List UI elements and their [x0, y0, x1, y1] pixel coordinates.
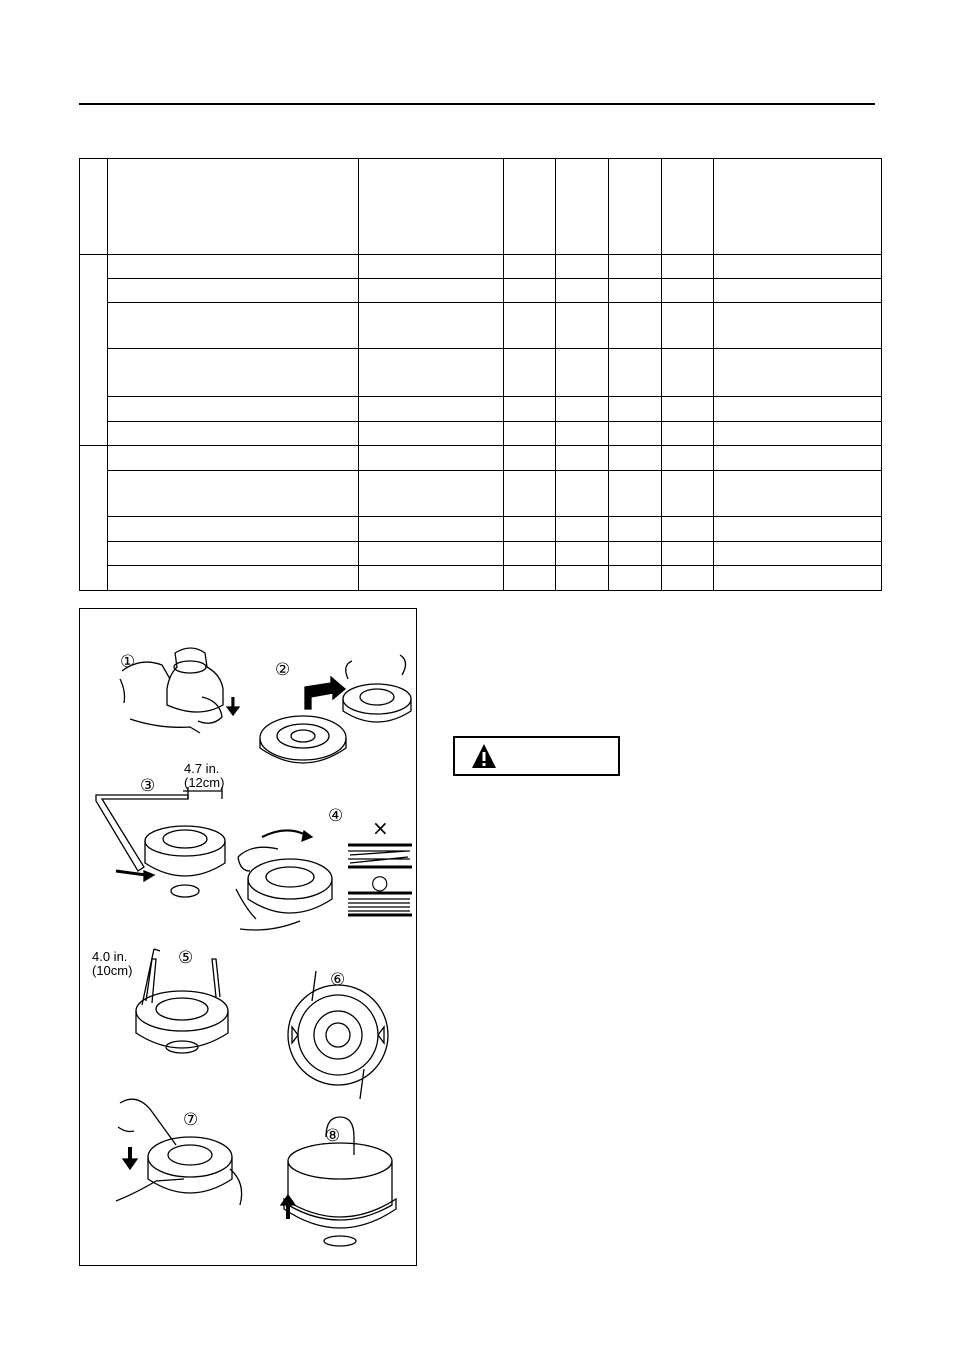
procedure-illustration	[80, 609, 418, 1267]
table-row	[80, 255, 882, 279]
table-cell	[80, 159, 108, 255]
wrong-mark-icon: ×	[372, 816, 389, 840]
step3-length-in: 4.7 in.	[184, 761, 220, 776]
step5-length-cm: (10cm)	[92, 963, 133, 978]
table-row	[80, 279, 882, 303]
header-rule	[79, 103, 875, 105]
table-cell	[504, 159, 556, 255]
warning-header	[453, 736, 620, 776]
group-cell	[80, 255, 108, 446]
line-replacement-figure	[79, 608, 417, 1266]
table-header-row	[80, 159, 882, 255]
table-row	[80, 422, 882, 446]
table-cell	[662, 159, 714, 255]
table-row	[80, 349, 882, 397]
step-2-number: ②	[275, 660, 291, 680]
table-cell	[556, 159, 609, 255]
correct-mark-icon: ○	[371, 870, 389, 894]
table-row	[80, 566, 882, 591]
step-4-number: ④	[328, 806, 344, 826]
table-cell	[609, 159, 662, 255]
step-1-number: ①	[120, 652, 136, 672]
right-arrow-icon	[305, 677, 345, 709]
step3-illustration	[96, 787, 225, 897]
table-row	[80, 542, 882, 566]
step7-illustration	[116, 1099, 242, 1205]
step-3-number: ③	[140, 776, 156, 796]
table-row	[80, 517, 882, 542]
down-arrow-icon	[123, 1147, 137, 1169]
step-7-number: ⑦	[183, 1110, 199, 1130]
step1-illustration	[120, 648, 232, 733]
step3-length-cm: (12cm)	[184, 775, 225, 790]
step-6-number: ⑥	[330, 970, 346, 990]
table-cell	[108, 159, 359, 255]
maintenance-table	[79, 158, 882, 591]
curved-arrow-icon	[302, 831, 312, 841]
table-cell	[359, 159, 504, 255]
step-8-number: ⑧	[325, 1126, 341, 1146]
step4-illustration	[236, 830, 332, 930]
correct-winding-diagram	[348, 893, 412, 915]
table-cell	[714, 159, 882, 255]
step-5-number: ⑤	[178, 948, 194, 968]
table-row	[80, 471, 882, 517]
warning-triangle-icon	[471, 743, 497, 769]
step5-length-in: 4.0 in.	[92, 949, 128, 964]
wrong-winding-diagram	[348, 845, 412, 867]
down-arrow-icon	[227, 697, 239, 715]
group-cell	[80, 446, 108, 591]
table-row	[80, 446, 882, 471]
step6-illustration	[288, 971, 388, 1099]
table-row	[80, 397, 882, 422]
right-arrow-icon	[144, 871, 154, 881]
table-row	[80, 303, 882, 349]
